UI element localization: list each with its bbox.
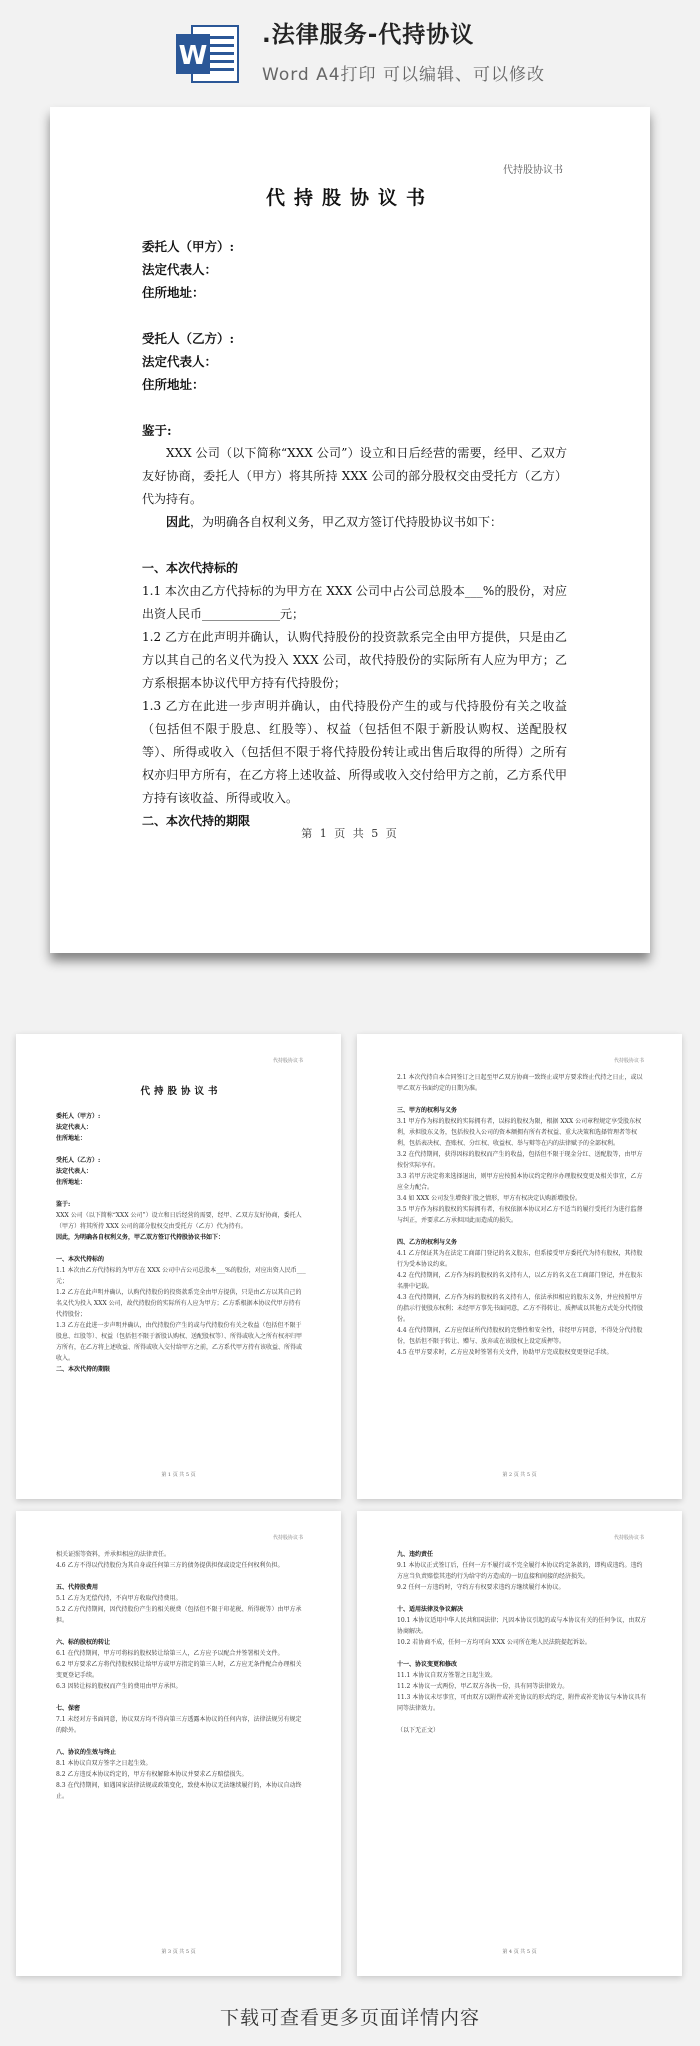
document-title: 代持股协议书 [265, 187, 434, 209]
thumb-line: 5.1 乙方为无偿代持，不向甲方收取代持费用。 [56, 1595, 182, 1602]
thumb-spacer [56, 1144, 306, 1155]
thumb-line: 9.1 本协议正式签订后，任何一方不履行或不完全履行本协议约定条款的，即构成违约。违约方应当负责赔偿其违约行为给守约方造成的一切直接和间接的经济损失。 [397, 1562, 643, 1580]
thumb-spacer [56, 1571, 306, 1582]
thumb-lines [397, 1549, 647, 1736]
thumb-line: 因此，为明确各自权利义务，甲乙双方签订代持股协议书如下： [56, 1234, 225, 1241]
party-b-label: 受托人（乙方）: [142, 331, 235, 346]
party-b-address: 住所地址： [142, 377, 205, 392]
thumb-line: 1.3 乙方在此进一步声明并确认，由代持股份产生的或与代持股份有关之收益（包括但不限于股息、红股等）、权益（包括但不限于新股认购权、送配股权等）、所得或收入之所有权亦归甲方所有，在乙方将上述收益、所得或收入交付给甲方之前，乙方系代甲方持有该收益、所得或收入。 [56, 1322, 303, 1362]
clause-1-1: 1.1 本次由乙方代持标的为甲方在 XXX 公司中占公司总股本___%的股份，对应出资人民币_____________元； [142, 584, 567, 621]
thumb-line: 四、乙方的权利与义务 [397, 1239, 458, 1246]
thumb-spacer [56, 1736, 306, 1747]
header-subtitle: Word A4打印 可以编辑、可以修改 [262, 65, 545, 85]
thumb-line: 4.3 在代持期间，乙方作为标的股权的名义持有人，依法承担相应的股东义务，并应按照甲方的指示行使股东权利；未经甲方事先书面同意，乙方不得转让、质押或以其他方式处分代持股份。 [397, 1294, 644, 1323]
thumb-line: 3.5 甲方作为标的股权的实际拥有者，有权依据本协议对乙方不适当的履行受托行为进行监督与纠正，并要求乙方承担因此而造成的损失。 [397, 1206, 643, 1224]
thumb-line: 3.1 甲方作为标的股权的实际拥有者，以标的股权为限，根据 XXX 公司章程规定享受股东权利，承担股东义务，包括按投入公司的资本额拥有所有者权益、重大决策和选择管理者等权利，包括表决权、查账权、分红权、收益权、举与辩等在内的法律赋予的全部权利。 [397, 1118, 642, 1147]
therefore-bold: 因此 [166, 515, 191, 529]
whereas-heading: 鉴于: [142, 423, 172, 438]
thumb-line: 9.2 任何一方违约时，守约方有权要求违约方继续履行本协议。 [397, 1584, 565, 1591]
thumb-line: 6.3 因转让标的股权而产生的费用由甲方承担。 [56, 1683, 182, 1690]
thumb-body [397, 1072, 647, 1358]
thumb-line: 8.2 乙方违反本协议约定的，甲方有权解除本协议并要求乙方赔偿损失。 [56, 1771, 248, 1778]
thumb-line: 十一、协议变更和修改 [397, 1661, 458, 1668]
thumb-line: 3.4 如 XXX 公司发生增资扩股之情形，甲方有权决定认购新增股份。 [397, 1195, 582, 1202]
party-a-label: 委托人（甲方）: [142, 239, 235, 254]
thumb-page-number: 第 4 页 共 5 页 [502, 1949, 537, 1955]
thumb-line: 5.2 乙方代持期间，因代持股份产生的相关税费（包括但不限于印花税、所得税等）由甲方承担。 [56, 1606, 302, 1624]
thumbnail-page-1 [16, 1034, 341, 1499]
thumb-spacer [397, 1226, 647, 1237]
thumb-spacer [56, 1692, 306, 1703]
thumb-line: 五、代持股费用 [56, 1584, 99, 1591]
therefore-text: ，为明确各自权利义务，甲乙双方签订代持股协议书如下： [190, 515, 503, 529]
thumb-line: 4.1 乙方保证其为在法定工商部门登记的名义股东，但系接受甲方委托代为持有股权，其持股行为受本协议约束。 [397, 1250, 643, 1268]
thumb-line: 11.1 本协议自双方签署之日起生效。 [397, 1672, 497, 1679]
thumb-spacer [56, 1188, 306, 1199]
thumb-line: 住所地址： [56, 1179, 87, 1186]
thumb-body [397, 1549, 647, 1736]
thumb-line: 委托人（甲方）: [56, 1113, 101, 1120]
thumb-line: 6.2 甲方要求乙方将代持股权转让给甲方或甲方指定的第三人时，乙方应无条件配合办理相关变更登记手续。 [56, 1661, 302, 1679]
thumb-line: XXX 公司（以下简称“XXX 公司”）设立和日后经营的需要，经甲、乙双方友好协商，委托人（甲方）将其所持 XXX 公司的部分股权交由受托方（乙方）代为持有。 [56, 1212, 302, 1230]
therefore-paragraph [142, 511, 567, 534]
party-a-representative: 法定代表人： [142, 262, 218, 277]
thumb-lines [397, 1072, 647, 1358]
thumb-line: 二、本次代持的期限 [56, 1366, 111, 1373]
thumb-line: 受托人（乙方）: [56, 1157, 101, 1164]
thumb-page-number: 第 2 页 共 5 页 [502, 1472, 537, 1478]
party-b-representative: 法定代表人： [142, 354, 218, 369]
word-document-icon [174, 22, 240, 86]
thumb-line: 7.1 未经对方书面同意，协议双方均不得向第三方透露本协议的任何内容，法律法规另有规定的除外。 [56, 1716, 302, 1734]
thumb-spacer [397, 1648, 647, 1659]
thumb-line: 11.2 本协议一式两份，甲乙双方各执一份，具有同等法律效力。 [397, 1683, 569, 1690]
thumb-line: 1.1 本次由乙方代持标的为甲方在 XXX 公司中占公司总股本___%的股份，对应出资人民币___元； [56, 1267, 306, 1285]
thumb-spacer [397, 1714, 647, 1725]
thumbnail-page-3 [16, 1511, 341, 1976]
document-page-preview [50, 107, 650, 953]
clause-1-2: 1.2 乙方在此声明并确认，认购代持股份的投资款系完全由甲方提供，只是由乙方以其自己的名义代为投入 XXX 公司，故代持股份的实际所有人应为甲方；乙方系根据本协议代甲方持有代持股份； [142, 630, 567, 690]
clause-1-3: 1.3 乙方在此进一步声明并确认，由代持股份产生的或与代持股份有关之收益（包括但不限于股息、红股等）、权益（包括但不限于新股认购权、送配股权等）、所得或收入（包括但不限于将代持股份转让或出售后取得的所得）之所有权亦归甲方所有，在乙方将上述收益、所得或收入交付给甲方之前，乙方系代甲方持有该收益、所得或收入。 [142, 699, 567, 805]
thumb-line: 2.1 本次代持自本合同签订之日起至甲乙双方协商一致终止或甲方要求终止代持之日止，或以甲乙双方书面约定的日期为准。 [397, 1074, 643, 1092]
thumb-page-number: 第 3 页 共 5 页 [161, 1949, 196, 1955]
page-number: 第 1 页 共 5 页 [301, 827, 399, 840]
thumb-body [56, 1078, 306, 1375]
thumb-line: 10.2 若协商不成，任何一方均可向 XXX 公司所在地人民法院提起诉讼。 [397, 1639, 591, 1646]
thumb-line: 1.2 乙方在此声明并确认，认购代持股份的投资款系完全由甲方提供，只是由乙方以其自己的名义代为投入 XXX 公司，故代持股份的实际所有人应为甲方；乙方系根据本协议代甲方持有代持股份； [56, 1289, 302, 1318]
thumb-line: 法定代表人： [56, 1124, 93, 1131]
thumb-line: 4.5 在甲方要求时，乙方应及时签署有关文件，协助甲方完成股权变更登记手续。 [397, 1349, 613, 1356]
word-icon-letter: W [178, 41, 208, 71]
thumb-line: 4.2 在代持期间，乙方作为标的股权的名义持有人，以乙方的名义在工商部门登记，并在股东名册中记载。 [397, 1272, 643, 1290]
thumb-line: （以下无正文） [397, 1727, 440, 1734]
thumb-lines [56, 1549, 306, 1802]
thumb-line: 4.6 乙方不得以代持股份为其自身或任何第三方的债务提供担保或设定任何权利负担。 [56, 1562, 284, 1569]
thumb-running-header: 代持股协议书 [272, 1058, 303, 1064]
thumb-line: 3.2 在代持期间，获得因标的股权而产生的收益，包括但不限于现金分红、送配股等，由甲方按份实际享有。 [397, 1151, 643, 1169]
thumb-line: 住所地址： [56, 1135, 87, 1142]
footer-caption: 下载可查看更多页面详情内容 [219, 2007, 480, 2029]
thumb-lines [56, 1111, 306, 1375]
thumb-line: 鉴于: [56, 1201, 71, 1208]
party-a-address: 住所地址： [142, 285, 205, 300]
thumb-running-header: 代持股协议书 [272, 1535, 303, 1541]
thumb-line: 六、标的股权的转让 [56, 1639, 111, 1646]
thumb-line: 8.3 在代持期间，如遇国家法律法规或政策变化，致使本协议无法继续履行的，本协议自动终止。 [56, 1782, 302, 1800]
thumbnail-page-4 [357, 1511, 682, 1976]
thumb-spacer [397, 1094, 647, 1105]
thumb-title: 代持股协议书 [140, 1086, 222, 1097]
thumb-line: 七、保密 [56, 1705, 81, 1712]
thumb-line: 法定代表人： [56, 1168, 93, 1175]
header [0, 0, 700, 95]
thumb-body [56, 1549, 306, 1802]
thumb-running-header: 代持股协议书 [613, 1535, 644, 1541]
thumb-line: 6.1 在代持期间，甲方可将标的股权转让给第三人，乙方应予以配合并签署相关文件。 [56, 1650, 284, 1657]
section-2-heading: 二、本次代持的期限 [142, 814, 251, 828]
thumb-page-number: 第 1 页 共 5 页 [161, 1472, 196, 1478]
header-title: .法律服务-代持协议 [262, 22, 475, 48]
thumb-line: 10.1 本协议适用中华人民共和国法律；凡因本协议引起的或与本协议有关的任何争议，由双方协商解决。 [397, 1617, 647, 1635]
thumb-spacer [56, 1243, 306, 1254]
thumb-line: 4.4 在代持期间，乙方应保证所代持股权的完整性和安全性，非经甲方同意，不得处分代持股份，包括但不限于转让、赠与、放弃或在该股权上设定质押等。 [397, 1327, 643, 1345]
section-1-heading: 一、本次代持标的 [142, 561, 239, 575]
thumb-line: 八、协议的生效与终止 [56, 1749, 117, 1756]
thumb-running-header: 代持股协议书 [613, 1058, 644, 1064]
thumb-line: 8.1 本协议自双方签字之日起生效。 [56, 1760, 152, 1767]
intro-paragraph: XXX 公司（以下简称“XXX 公司”）设立和日后经营的需要，经甲、乙双方友好协商，委托人（甲方）将其所持 XXX 公司的部分股权交由受托方（乙方）代为持有。 [142, 446, 567, 506]
thumb-line: 九、违约责任 [397, 1551, 434, 1558]
thumb-spacer [56, 1626, 306, 1637]
thumb-line: 11.3 本协议未尽事宜，可由双方以附件或补充协议的形式约定，附件或补充协议与本协议具有同等法律效力。 [397, 1694, 647, 1712]
thumb-line: 3.3 若甲方决定将来选择退出，则甲方应按照本协议约定程序办理股权变更及相关事宜，乙方应全力配合。 [397, 1173, 643, 1191]
thumb-line: 一、本次代持标的 [56, 1256, 105, 1263]
thumb-line: 三、甲方的权利与义务 [397, 1107, 458, 1114]
thumb-line: 十、适用法律及争议解决 [397, 1606, 464, 1613]
running-header: 代持股协议书 [503, 165, 563, 176]
thumb-line: 相关证照等资料，并承担相应的法律责任。 [56, 1551, 171, 1558]
thumbnail-page-2 [357, 1034, 682, 1499]
document-body [142, 235, 567, 833]
thumb-spacer [397, 1593, 647, 1604]
